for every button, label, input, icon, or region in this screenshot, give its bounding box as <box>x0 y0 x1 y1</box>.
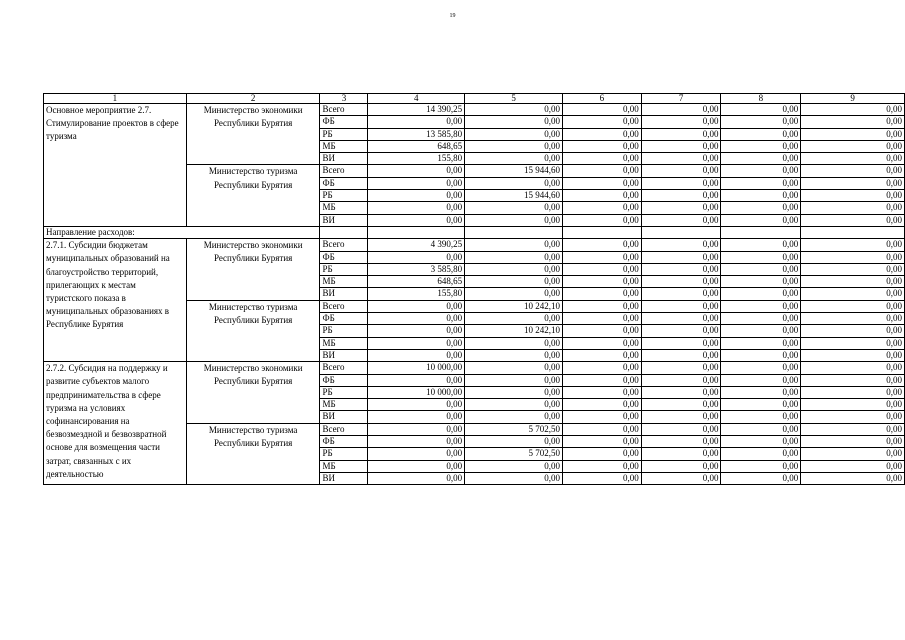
amount-cell: 0,00 <box>801 472 905 484</box>
amount-cell: 0,00 <box>562 116 641 128</box>
amount-cell: 0,00 <box>465 362 563 374</box>
amount-cell: 0,00 <box>562 460 641 472</box>
amount-cell: 0,00 <box>368 399 465 411</box>
amount-cell: 0,00 <box>801 202 905 214</box>
amount-cell: 0,00 <box>641 153 721 165</box>
amount-cell: 0,00 <box>641 276 721 288</box>
funding-source: ФБ <box>320 313 368 325</box>
amount-cell: 0,00 <box>368 411 465 423</box>
amount-cell: 0,00 <box>465 153 563 165</box>
amount-cell: 0,00 <box>721 472 801 484</box>
amount-cell: 0,00 <box>465 337 563 349</box>
column-header-1: 1 <box>44 94 187 104</box>
amount-cell: 0,00 <box>801 153 905 165</box>
amount-cell: 0,00 <box>801 436 905 448</box>
funding-source: МБ <box>320 276 368 288</box>
amount-cell: 0,00 <box>641 202 721 214</box>
amount-cell: 0,00 <box>641 325 721 337</box>
amount-cell: 0,00 <box>562 263 641 275</box>
amount-cell: 0,00 <box>641 300 721 312</box>
amount-cell: 0,00 <box>721 140 801 152</box>
amount-cell: 0,00 <box>562 374 641 386</box>
funding-source: ФБ <box>320 116 368 128</box>
column-header-3: 3 <box>320 94 368 104</box>
amount-cell: 0,00 <box>721 460 801 472</box>
amount-cell: 0,00 <box>368 300 465 312</box>
amount-cell: 0,00 <box>641 263 721 275</box>
funding-source: МБ <box>320 337 368 349</box>
amount-cell: 5 702,50 <box>465 423 563 435</box>
amount-cell: 0,00 <box>368 251 465 263</box>
amount-cell: 0,00 <box>801 313 905 325</box>
amount-cell: 0,00 <box>641 104 721 116</box>
amount-cell: 15 944,60 <box>465 190 563 202</box>
amount-cell: 0,00 <box>801 349 905 361</box>
funding-source: ВИ <box>320 411 368 423</box>
amount-cell: 0,00 <box>465 276 563 288</box>
amount-cell: 0,00 <box>562 313 641 325</box>
funding-source: МБ <box>320 399 368 411</box>
amount-cell: 0,00 <box>562 104 641 116</box>
amount-cell: 0,00 <box>562 165 641 177</box>
empty-cell <box>641 226 721 238</box>
amount-cell: 0,00 <box>562 190 641 202</box>
amount-cell: 0,00 <box>465 349 563 361</box>
amount-cell: 0,00 <box>721 288 801 300</box>
amount-cell: 0,00 <box>368 325 465 337</box>
amount-cell: 0,00 <box>465 460 563 472</box>
direction-label: Направление расходов: <box>44 226 320 238</box>
amount-cell: 0,00 <box>465 128 563 140</box>
amount-cell: 0,00 <box>368 374 465 386</box>
amount-cell: 10 242,10 <box>465 300 563 312</box>
amount-cell: 155,80 <box>368 288 465 300</box>
amount-cell: 0,00 <box>801 116 905 128</box>
amount-cell: 0,00 <box>641 411 721 423</box>
amount-cell: 0,00 <box>562 325 641 337</box>
funding-source: РБ <box>320 448 368 460</box>
amount-cell: 0,00 <box>801 337 905 349</box>
funding-source: ФБ <box>320 436 368 448</box>
amount-cell: 0,00 <box>368 165 465 177</box>
amount-cell: 0,00 <box>801 374 905 386</box>
amount-cell: 648,65 <box>368 276 465 288</box>
amount-cell: 0,00 <box>368 116 465 128</box>
amount-cell: 0,00 <box>721 386 801 398</box>
empty-cell <box>465 226 563 238</box>
amount-cell: 0,00 <box>801 165 905 177</box>
amount-cell: 0,00 <box>801 325 905 337</box>
funding-source: ВИ <box>320 214 368 226</box>
funding-source: РБ <box>320 128 368 140</box>
amount-cell: 0,00 <box>465 288 563 300</box>
funding-source: МБ <box>320 202 368 214</box>
amount-cell: 0,00 <box>801 448 905 460</box>
funding-source: ВИ <box>320 472 368 484</box>
amount-cell: 0,00 <box>641 460 721 472</box>
amount-cell: 0,00 <box>368 460 465 472</box>
executor-cell: Министерство туризма Республики Бурятия <box>186 423 320 484</box>
executor-cell: Министерство туризма Республики Бурятия <box>186 165 320 226</box>
amount-cell: 0,00 <box>562 214 641 226</box>
funding-source: РБ <box>320 386 368 398</box>
amount-cell: 0,00 <box>562 448 641 460</box>
amount-cell: 0,00 <box>721 251 801 263</box>
amount-cell: 0,00 <box>562 288 641 300</box>
amount-cell: 0,00 <box>465 472 563 484</box>
amount-cell: 0,00 <box>721 190 801 202</box>
amount-cell: 0,00 <box>465 374 563 386</box>
amount-cell: 0,00 <box>641 448 721 460</box>
amount-cell: 0,00 <box>721 313 801 325</box>
funding-source: ВИ <box>320 349 368 361</box>
amount-cell: 0,00 <box>465 104 563 116</box>
amount-cell: 0,00 <box>465 202 563 214</box>
amount-cell: 0,00 <box>641 128 721 140</box>
amount-cell: 0,00 <box>465 214 563 226</box>
amount-cell: 0,00 <box>562 128 641 140</box>
funding-source: Всего <box>320 362 368 374</box>
amount-cell: 0,00 <box>368 349 465 361</box>
amount-cell: 0,00 <box>368 177 465 189</box>
amount-cell: 0,00 <box>562 276 641 288</box>
executor-cell: Министерство экономики Республики Бурятия <box>186 239 320 300</box>
amount-cell: 0,00 <box>562 423 641 435</box>
amount-cell: 0,00 <box>465 411 563 423</box>
amount-cell: 0,00 <box>562 300 641 312</box>
measure-description: Основное мероприятие 2.7. Стимулирование проектов в сфере туризма <box>44 104 187 227</box>
amount-cell: 648,65 <box>368 140 465 152</box>
amount-cell: 0,00 <box>721 128 801 140</box>
amount-cell: 0,00 <box>801 128 905 140</box>
funding-source: ФБ <box>320 374 368 386</box>
column-header-2: 2 <box>186 94 320 104</box>
amount-cell: 0,00 <box>641 362 721 374</box>
amount-cell: 0,00 <box>465 313 563 325</box>
amount-cell: 15 944,60 <box>465 165 563 177</box>
amount-cell: 0,00 <box>641 313 721 325</box>
amount-cell: 0,00 <box>562 362 641 374</box>
amount-cell: 0,00 <box>721 276 801 288</box>
amount-cell: 155,80 <box>368 153 465 165</box>
funding-source: РБ <box>320 263 368 275</box>
amount-cell: 0,00 <box>465 251 563 263</box>
amount-cell: 0,00 <box>641 436 721 448</box>
amount-cell: 0,00 <box>721 448 801 460</box>
funding-source: Всего <box>320 165 368 177</box>
amount-cell: 0,00 <box>641 423 721 435</box>
amount-cell: 0,00 <box>368 448 465 460</box>
empty-cell <box>368 226 465 238</box>
amount-cell: 0,00 <box>641 116 721 128</box>
amount-cell: 0,00 <box>721 263 801 275</box>
amount-cell: 0,00 <box>801 460 905 472</box>
table-row <box>44 239 905 251</box>
amount-cell: 0,00 <box>562 202 641 214</box>
column-header-row <box>44 94 905 104</box>
amount-cell: 0,00 <box>465 399 563 411</box>
table-row <box>44 104 905 116</box>
amount-cell: 0,00 <box>801 300 905 312</box>
column-header-5: 5 <box>465 94 563 104</box>
funding-source: РБ <box>320 325 368 337</box>
amount-cell: 14 390,25 <box>368 104 465 116</box>
amount-cell: 0,00 <box>562 411 641 423</box>
amount-cell: 0,00 <box>801 251 905 263</box>
amount-cell: 0,00 <box>368 472 465 484</box>
amount-cell: 0,00 <box>465 140 563 152</box>
amount-cell: 0,00 <box>721 214 801 226</box>
funding-source: ВИ <box>320 288 368 300</box>
amount-cell: 0,00 <box>801 214 905 226</box>
measure-description: 2.7.1. Субсидии бюджетам муниципальных образований на благоустройство территорий, прилегающих к местам туристского показа в муниципальных образованиях в Республике Бурятия <box>44 239 187 362</box>
amount-cell: 0,00 <box>465 177 563 189</box>
amount-cell: 0,00 <box>801 177 905 189</box>
column-header-6: 6 <box>562 94 641 104</box>
amount-cell: 0,00 <box>562 472 641 484</box>
empty-cell <box>801 226 905 238</box>
empty-cell <box>562 226 641 238</box>
amount-cell: 0,00 <box>368 423 465 435</box>
amount-cell: 0,00 <box>721 116 801 128</box>
amount-cell: 0,00 <box>368 337 465 349</box>
amount-cell: 0,00 <box>721 362 801 374</box>
amount-cell: 0,00 <box>562 399 641 411</box>
column-header-8: 8 <box>721 94 801 104</box>
amount-cell: 0,00 <box>368 190 465 202</box>
amount-cell: 0,00 <box>641 177 721 189</box>
amount-cell: 0,00 <box>721 165 801 177</box>
funding-source: ФБ <box>320 177 368 189</box>
amount-cell: 0,00 <box>562 140 641 152</box>
amount-cell: 0,00 <box>465 239 563 251</box>
amount-cell: 4 390,25 <box>368 239 465 251</box>
amount-cell: 0,00 <box>641 165 721 177</box>
amount-cell: 0,00 <box>801 288 905 300</box>
column-header-9: 9 <box>801 94 905 104</box>
amount-cell: 10 242,10 <box>465 325 563 337</box>
amount-cell: 0,00 <box>641 288 721 300</box>
amount-cell: 0,00 <box>721 349 801 361</box>
funding-source: ФБ <box>320 251 368 263</box>
amount-cell: 3 585,80 <box>368 263 465 275</box>
amount-cell: 0,00 <box>641 349 721 361</box>
amount-cell: 0,00 <box>641 140 721 152</box>
amount-cell: 0,00 <box>641 251 721 263</box>
amount-cell: 0,00 <box>368 436 465 448</box>
amount-cell: 0,00 <box>801 386 905 398</box>
funding-source: ВИ <box>320 153 368 165</box>
amount-cell: 0,00 <box>368 313 465 325</box>
amount-cell: 0,00 <box>465 436 563 448</box>
amount-cell: 0,00 <box>641 239 721 251</box>
amount-cell: 0,00 <box>562 386 641 398</box>
amount-cell: 0,00 <box>562 251 641 263</box>
amount-cell: 0,00 <box>562 349 641 361</box>
funding-source: Всего <box>320 104 368 116</box>
amount-cell: 0,00 <box>801 190 905 202</box>
table-row <box>44 362 905 374</box>
amount-cell: 0,00 <box>721 374 801 386</box>
direction-row <box>44 226 905 238</box>
amount-cell: 0,00 <box>801 362 905 374</box>
amount-cell: 0,00 <box>721 239 801 251</box>
amount-cell: 0,00 <box>801 239 905 251</box>
amount-cell: 0,00 <box>801 411 905 423</box>
page-number: 19 <box>449 13 456 19</box>
amount-cell: 0,00 <box>641 374 721 386</box>
amount-cell: 0,00 <box>368 214 465 226</box>
amount-cell: 0,00 <box>721 337 801 349</box>
amount-cell: 0,00 <box>641 399 721 411</box>
amount-cell: 0,00 <box>368 202 465 214</box>
amount-cell: 0,00 <box>641 386 721 398</box>
executor-cell: Министерство туризма Республики Бурятия <box>186 300 320 361</box>
amount-cell: 10 000,00 <box>368 362 465 374</box>
amount-cell: 0,00 <box>721 104 801 116</box>
amount-cell: 10 000,00 <box>368 386 465 398</box>
amount-cell: 0,00 <box>641 337 721 349</box>
amount-cell: 0,00 <box>721 177 801 189</box>
budget-table <box>43 93 905 485</box>
funding-source: Всего <box>320 423 368 435</box>
executor-cell: Министерство экономики Республики Бурятия <box>186 362 320 423</box>
funding-source: МБ <box>320 140 368 152</box>
amount-cell: 0,00 <box>465 386 563 398</box>
amount-cell: 0,00 <box>721 202 801 214</box>
amount-cell: 0,00 <box>562 239 641 251</box>
amount-cell: 0,00 <box>641 190 721 202</box>
measure-description: 2.7.2. Субсидия на поддержку и развитие субъектов малого предпринимательства в сфере туризма на условиях софинансирования на безвозмездной и безвозвратной основе для возмещения части затрат, связанных с их деятельностью <box>44 362 187 485</box>
amount-cell: 0,00 <box>562 337 641 349</box>
amount-cell: 0,00 <box>801 276 905 288</box>
amount-cell: 0,00 <box>721 399 801 411</box>
amount-cell: 0,00 <box>721 436 801 448</box>
amount-cell: 0,00 <box>721 411 801 423</box>
amount-cell: 0,00 <box>465 263 563 275</box>
amount-cell: 0,00 <box>721 153 801 165</box>
amount-cell: 0,00 <box>562 153 641 165</box>
amount-cell: 13 585,80 <box>368 128 465 140</box>
funding-source: РБ <box>320 190 368 202</box>
funding-source: Всего <box>320 300 368 312</box>
amount-cell: 0,00 <box>641 214 721 226</box>
funding-source: Всего <box>320 239 368 251</box>
amount-cell: 0,00 <box>801 399 905 411</box>
amount-cell: 0,00 <box>465 116 563 128</box>
amount-cell: 0,00 <box>801 263 905 275</box>
column-header-4: 4 <box>368 94 465 104</box>
amount-cell: 0,00 <box>562 436 641 448</box>
amount-cell: 0,00 <box>801 104 905 116</box>
amount-cell: 0,00 <box>801 423 905 435</box>
amount-cell: 0,00 <box>721 325 801 337</box>
amount-cell: 5 702,50 <box>465 448 563 460</box>
empty-cell <box>320 226 368 238</box>
amount-cell: 0,00 <box>721 300 801 312</box>
amount-cell: 0,00 <box>801 140 905 152</box>
amount-cell: 0,00 <box>562 177 641 189</box>
executor-cell: Министерство экономики Республики Бурятия <box>186 104 320 165</box>
funding-source: МБ <box>320 460 368 472</box>
amount-cell: 0,00 <box>721 423 801 435</box>
empty-cell <box>721 226 801 238</box>
amount-cell: 0,00 <box>641 472 721 484</box>
column-header-7: 7 <box>641 94 721 104</box>
